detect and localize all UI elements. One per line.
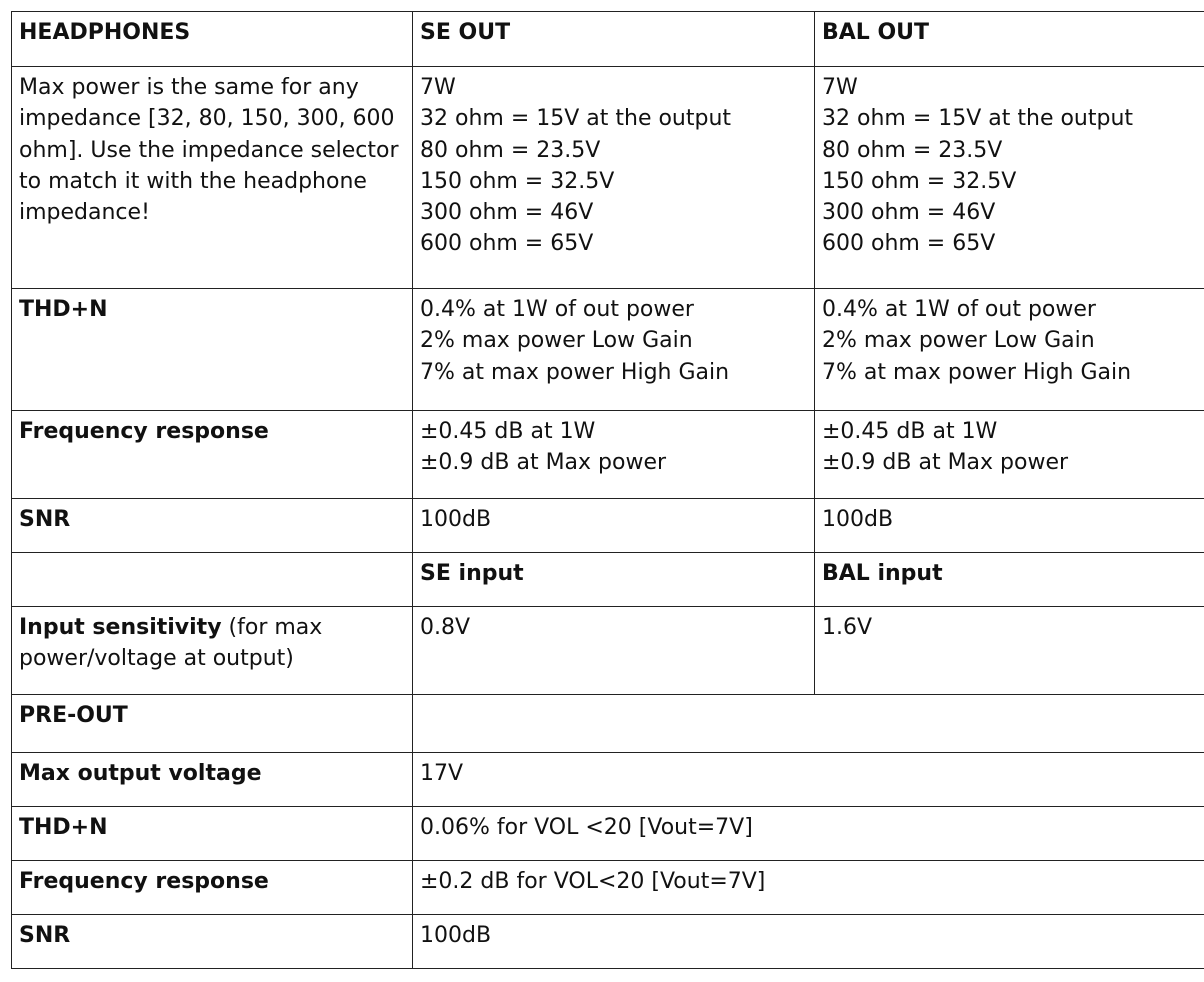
value-line: 300 ohm = 46V [420,200,594,226]
value-line: 0.4% at 1W of out power [822,297,1096,322]
table-row [12,553,1204,607]
bal-snr-value: 100dB [815,499,1204,553]
table-row [12,67,1204,289]
value-line: 2% max power Low Gain [420,328,693,354]
table-row [12,289,1204,411]
value-line: 150 ohm = 32.5V [420,168,615,194]
value-line: 300 ohm = 46V [822,200,996,226]
value-line: 150 ohm = 32.5V [822,168,1017,194]
table-row [12,12,1204,67]
description-text: Max power is the same for any impedance [32, 80, 150, 300, 600 ohm]. Use the impedance selector to match it with the headphone impedance! [19,75,399,226]
pre-out-thd-n-label: THD+N [12,807,413,861]
pre-out-snr-label: SNR [12,915,413,969]
frequency-response-label: Frequency response [12,411,413,499]
table-row [12,411,1204,499]
value-line: ±0.9 dB at Max power [822,450,1069,476]
spec-table [11,11,1204,969]
value-line: ±0.45 dB at 1W [822,419,998,444]
value-line: 32 ohm = 15V at the output [822,106,1134,132]
value-line: 7W [420,75,456,100]
value-line: 600 ohm = 65V [822,231,996,257]
empty-cell [12,553,413,607]
table-row [12,915,1204,969]
value-line: 7% at max power High Gain [420,359,730,385]
value-line: 7W [822,75,858,100]
input-sensitivity-label: Input sensitivity [19,615,222,640]
value-line: ±0.45 dB at 1W [420,419,596,444]
table-row [12,807,1204,861]
value-line: 80 ohm = 23.5V [420,137,601,163]
table-row [12,499,1204,553]
bal-thd-n-cell [815,289,1204,411]
table-row [12,607,1204,695]
value-line: 80 ohm = 23.5V [822,137,1003,163]
value-line: 7% at max power High Gain [822,359,1132,385]
bal-out-header: BAL OUT [815,12,1204,67]
table-row [12,861,1204,915]
input-sensitivity-label-cell [12,607,413,695]
value-line: 32 ohm = 15V at the output [420,106,732,132]
se-input-header: SE input [413,553,815,607]
se-input-sensitivity-value: 0.8V [413,607,815,695]
value-line: 0.4% at 1W of out power [420,297,694,322]
table-row [12,695,1204,753]
max-power-description [12,67,413,289]
pre-out-thd-n-value: 0.06% for VOL <20 [Vout=7V] [413,807,1204,861]
value-line: ±0.9 dB at Max power [420,450,667,476]
value-line: 600 ohm = 65V [420,231,594,257]
se-out-header: SE OUT [413,12,815,67]
pre-out-header: PRE-OUT [12,695,413,753]
snr-label: SNR [12,499,413,553]
bal-input-sensitivity-value: 1.6V [815,607,1204,695]
max-output-voltage-value: 17V [413,753,1204,807]
bal-frequency-response-cell [815,411,1204,499]
pre-out-frequency-response-value: ±0.2 dB for VOL<20 [Vout=7V] [413,861,1204,915]
input-sensitivity-note: (for max power/voltage at output) [19,615,323,672]
headphones-header: HEADPHONES [12,12,413,67]
max-output-voltage-label: Max output voltage [12,753,413,807]
se-thd-n-cell [413,289,815,411]
thd-n-label: THD+N [12,289,413,411]
pre-out-frequency-response-label: Frequency response [12,861,413,915]
empty-cell [413,695,1204,753]
table-row [12,753,1204,807]
pre-out-snr-value: 100dB [413,915,1204,969]
bal-input-header: BAL input [815,553,1204,607]
se-frequency-response-cell [413,411,815,499]
bal-max-power-cell [815,67,1204,289]
se-snr-value: 100dB [413,499,815,553]
value-line: 2% max power Low Gain [822,328,1095,354]
se-max-power-cell [413,67,815,289]
